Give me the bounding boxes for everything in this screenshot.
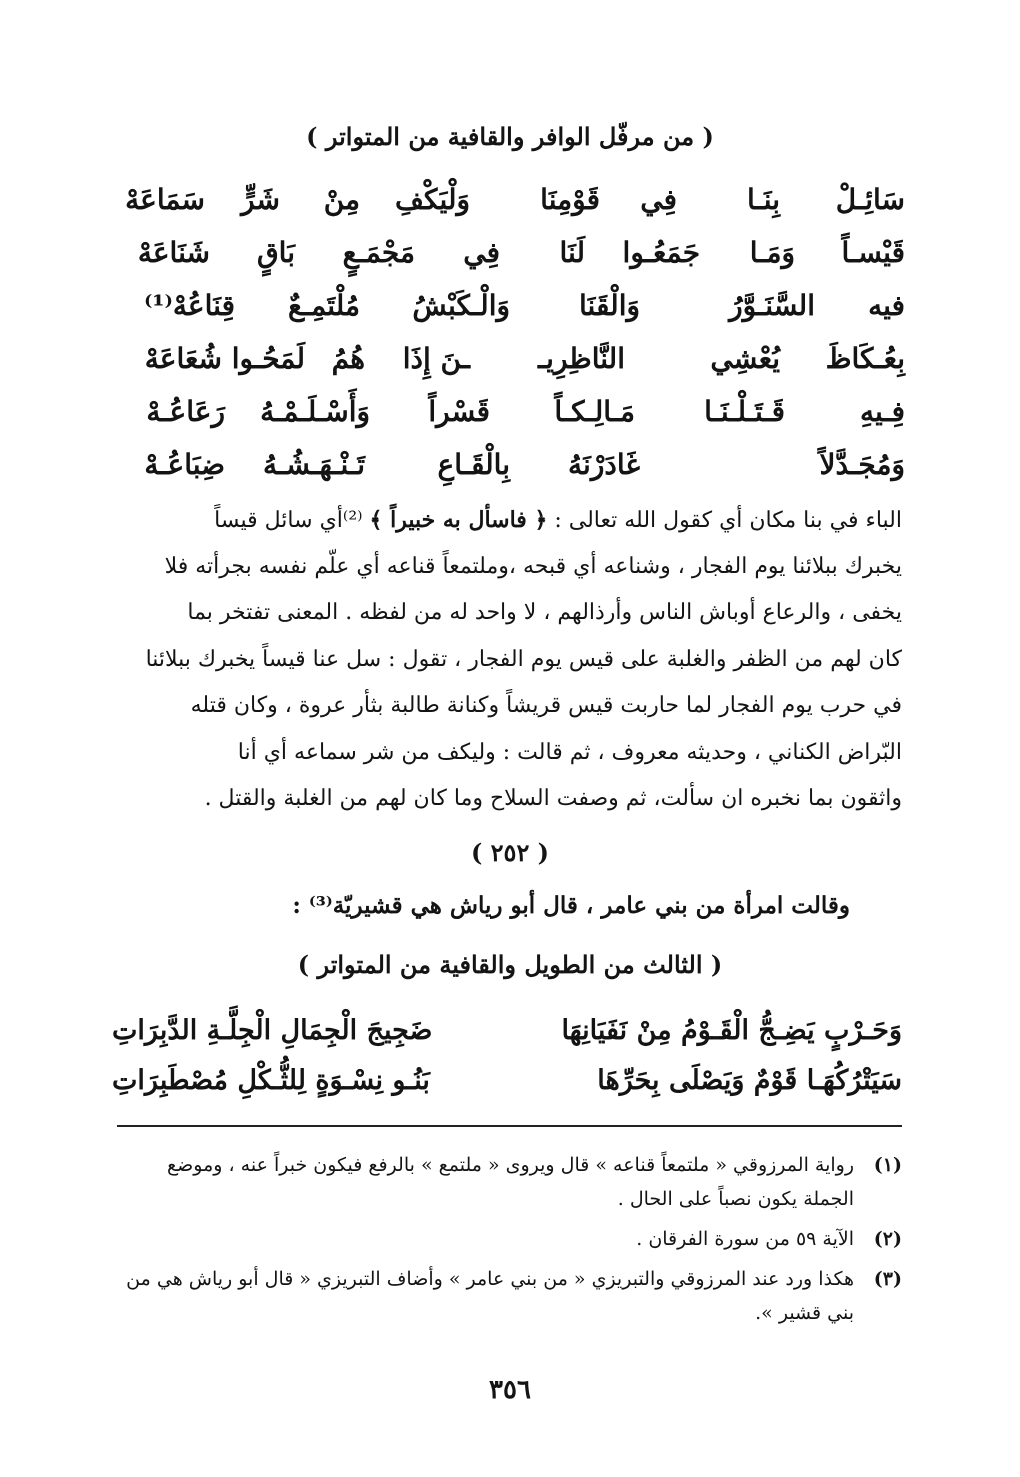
poem-intro: وقالت امرأة من بني عامر ، قال أبو رياش هي قشيريّة⁽³⁾ : [292,892,850,919]
footnote-text: الآية ٥٩ من سورة الفرقان . [636,1228,854,1250]
poem-line [115,180,905,233]
poem-word: بِالْقَـاعِ [437,448,510,481]
poem-word: مَـالِـكـاً [554,395,635,428]
verse-second-hemistich: ضَجِيجَ الْجِمَالِ الْجِلَّـةِ الدَّبِرَاتِ [112,1015,433,1046]
poem-word: شَنَاعَهْ [137,236,210,269]
verse-second-hemistich: بَنُـو نِسْـوَةٍ لِلثُّـكْلِ مُصْطَبِرَاتِ [112,1065,430,1096]
verse-line [112,1065,902,1115]
poem-word: وَالْـكَبْشُ [412,289,510,322]
poem-word: وَمُجَـدَّلاً [819,448,905,481]
poem-stanza [115,180,905,498]
poem-word: بَاقٍ [256,236,295,269]
poem-line [115,392,905,445]
poem-line [115,339,905,392]
poem-word: فِي [463,236,500,269]
commentary-text: الباء في بنا مكان أي كقول الله تعالى : [554,508,902,533]
poem-word: تَـنْـهَـشُـهُ [263,448,365,481]
verse-first-hemistich: وَحَـرْبٍ يَضِـجُّ الْقَـوْمُ مِنْ نَفَيَانِهَا [561,1015,902,1046]
quran-quote: ﴿ فاسأل به خبيراً ﴾ [369,507,548,533]
commentary-line: واثقون بما نخبره ان سألت، ثم وصفت السلاح وما كان لهم من الغلبة والقتل . [204,786,902,811]
poem-line [115,233,905,286]
poem-word: قَسْراً [428,395,490,428]
poem-word: وَالْقَنَا [579,289,640,322]
footnote-number: (٢) [873,1228,902,1250]
poem-word: النَّاظِرِيـ [537,342,625,375]
commentary-line: يخفى ، والرعاع أوباش الناس وأرذالهم ، لا واحد له من لفظه . المعنى تفتخر بما [187,600,902,625]
poem-line [115,445,905,498]
section-number: ( ٢٥٢ ) [470,838,550,867]
commentary-paragraph [112,497,902,823]
poem-word: قِنَاعُهْ⁽¹⁾ [143,289,235,322]
poem-word: ضِبَاعُـهْ [144,448,225,481]
poem-word: جَمَعُـوا [622,236,700,269]
poem-word: بِعُـكَاظَ [825,342,905,375]
poem-word: ـنَ إِذَا [402,342,470,375]
footnote-number: (٣) [873,1268,902,1290]
commentary-line: في حرب يوم الفجار لما حاربت قيس قريشاً وكنانة طالبة بثأر عروة ، وكان قتله [190,693,902,718]
footnote-divider [117,1125,902,1127]
meter-heading: ( من مرفّل الوافر والقافية من المتواتر ) [306,122,714,151]
poem-word: مِنْ [323,183,360,216]
poem-word: وَلْيَكْفِ [395,183,470,216]
poem-word: بِنَـا [747,183,780,216]
poem-word: غَادَرْنَهُ [568,448,640,481]
footnote [117,1148,902,1216]
poem-word: سَائِـلْ [835,183,905,216]
poem-word: قَيْسـاً [841,236,905,269]
poem-word: مَجْمَـعٍ [342,236,415,269]
poem-word: فِـيهِ [859,395,905,428]
footnote [117,1222,902,1256]
poem-word: يُعْشِي [710,342,780,375]
poem-word: رَعَاعُـهْ [146,395,225,428]
footnotes [117,1148,902,1336]
poem-word: السَّنَـوَّرُ [729,289,815,322]
poem-word: لَمَحُـوا شُعَاعَهْ [144,342,305,375]
meter-heading: ( الثالث من الطويل والقافية من المتواتر ) [297,950,723,979]
poem-word: قَـتَـلْـنَـا [704,395,785,428]
footnote-number: (١) [873,1154,902,1176]
poem-word: فِي [640,183,677,216]
poem-line [115,286,905,339]
poem-word: شَرٍّ [241,183,280,216]
commentary-line: كان لهم من الظفر والغلبة على قيس يوم الفجار ، تقول : سل عنا قيساً يخبرك ببلائنا [145,646,902,672]
verse-line [112,1015,902,1065]
verse-first-hemistich: سَيَتْرُكُهَـا قَوْمٌ وَيَصْلَى بِحَرِّهَا [597,1065,902,1096]
poem-word: سَمَاعَهْ [125,183,205,216]
page-number: ٣٥٦ [489,1375,531,1405]
commentary-line: يخبرك ببلائنا يوم الفجار ، وشناعه أي قبحه ،وملتمعاً قناعه أي علّم نفسه بجرأته فلا [164,553,902,579]
poem-word: مُلْتَمِـعٌ [287,289,360,322]
commentary-line [112,497,902,544]
poem-word: لَنَا [559,236,585,269]
footnote [117,1262,902,1330]
poem-word: فيه [868,289,905,322]
poem-word: قَوْمِنَا [540,183,600,216]
poem-word: وَأَسْـلَـمْـهُ [260,395,370,428]
commentary-line: البّراض الكناني ، وحديثه معروف ، ثم قالت : وليكف من شر سماعه أي أنا [237,739,902,765]
commentary-text: ⁽²⁾أي سائل قيساً [214,508,363,533]
footnote-text: رواية المرزوقي « ملتمعاً قناعه » قال ويروى « ملتمع » بالرفع فيكون خبراً عنه ، وموضع الجملة يكون نصباً على الحال . [167,1154,854,1210]
poem-word: هُمُ [331,342,365,375]
poem-verses [112,1015,902,1115]
poem-word: وَمَـا [749,236,795,269]
footnote-text: هكذا ورد عند المرزوقي والتبريزي « من بني عامر » وأضاف التبريزي « قال أبو رياش هي من بني قشير ». [126,1268,854,1324]
